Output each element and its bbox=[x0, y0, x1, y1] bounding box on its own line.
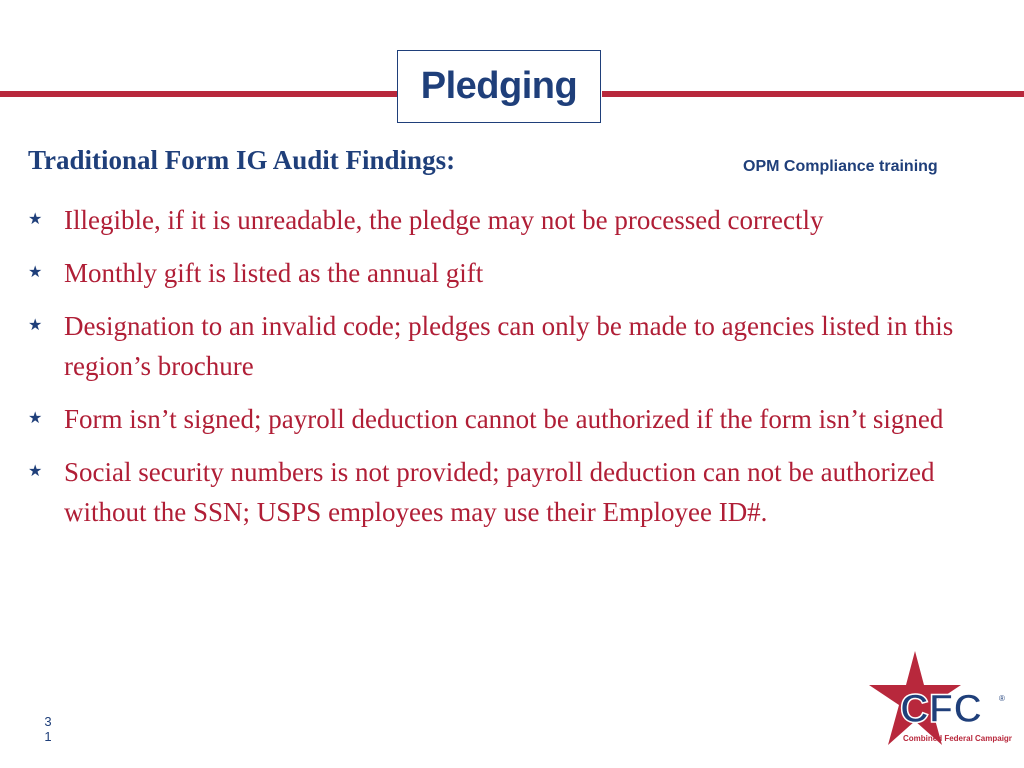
list-item-text: Designation to an invalid code; pledges can only be made to agencies listed in this region’s brochure bbox=[64, 311, 954, 381]
logo-mark-text: CFC bbox=[900, 687, 983, 731]
list-item bbox=[28, 306, 988, 386]
page-number-line-1: 3 bbox=[44, 714, 52, 729]
list-item bbox=[28, 399, 988, 439]
cfc-logo-graphic bbox=[866, 650, 1012, 750]
list-item-text: Social security numbers is not provided; payroll deduction can not be authorized without the SSN; USPS employees may use their Employee ID#. bbox=[64, 457, 935, 527]
slide-subheading: Traditional Form IG Audit Findings: bbox=[28, 145, 456, 175]
findings-list bbox=[28, 200, 988, 545]
slide-tagline: OPM Compliance training bbox=[743, 158, 938, 175]
title-rule-right bbox=[602, 91, 1024, 97]
list-item-text: Monthly gift is listed as the annual gift bbox=[64, 258, 484, 288]
star-bullet-icon: ★ bbox=[28, 463, 43, 480]
star-bullet-icon: ★ bbox=[28, 211, 43, 228]
list-item bbox=[28, 200, 988, 240]
list-item-text: Form isn’t signed; payroll deduction cannot be authorized if the form isn’t signed bbox=[64, 404, 944, 434]
title-box bbox=[397, 50, 601, 123]
cfc-logo bbox=[866, 650, 1012, 750]
page-number bbox=[38, 714, 58, 744]
star-bullet-icon: ★ bbox=[28, 264, 43, 281]
logo-caption: Combined Federal Campaign bbox=[903, 734, 1012, 743]
list-item bbox=[28, 253, 988, 293]
title-rule-left bbox=[0, 91, 398, 97]
slide-title: Pledging bbox=[420, 65, 578, 107]
star-bullet-icon: ★ bbox=[28, 317, 43, 334]
star-bullet-icon: ★ bbox=[28, 410, 43, 427]
page-number-line-2: 1 bbox=[44, 729, 52, 744]
logo-registered-mark: ® bbox=[999, 694, 1005, 703]
list-item bbox=[28, 452, 988, 532]
list-item-text: Illegible, if it is unreadable, the pledge may not be processed correctly bbox=[64, 205, 824, 235]
